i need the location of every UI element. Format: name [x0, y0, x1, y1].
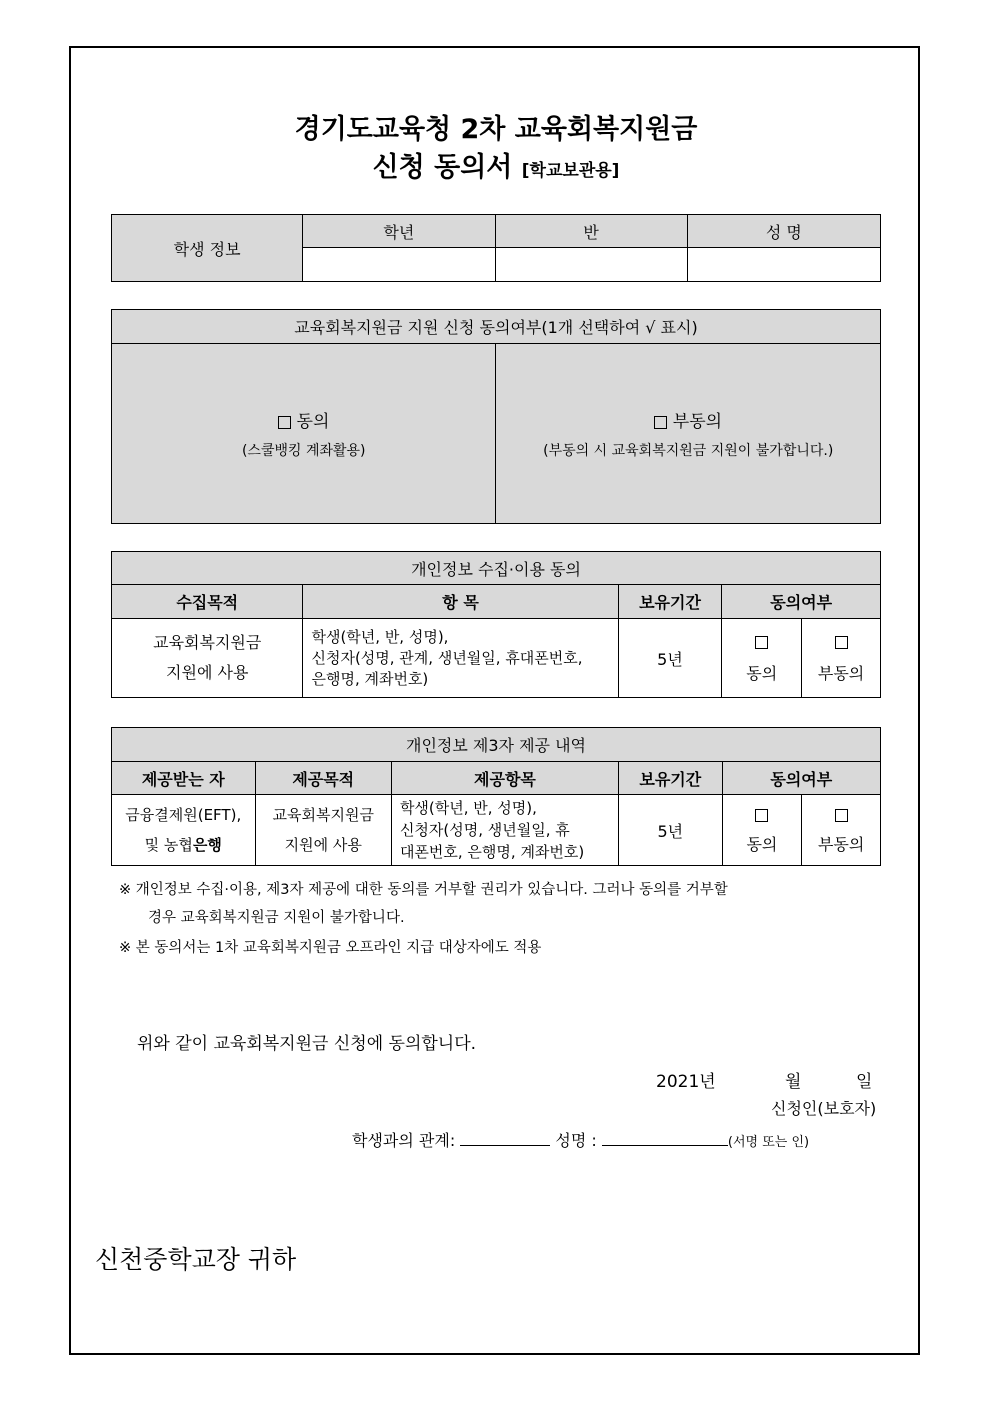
agree-checkbox[interactable]	[278, 416, 291, 429]
third-items-header: 제공항목	[391, 762, 618, 795]
third-purpose-cell	[255, 795, 391, 866]
third-agree-checkbox[interactable]	[755, 809, 768, 822]
collect-agree-cell[interactable]	[722, 619, 802, 698]
third-recipient-cell	[112, 795, 256, 866]
student-info-table	[111, 214, 881, 282]
collect-consent-header: 동의여부	[722, 585, 881, 619]
relation-label: 학생과의 관계:	[352, 1131, 456, 1150]
subtitle-main: 신청 동의서	[372, 152, 513, 183]
third-disagree-cell[interactable]	[802, 795, 881, 866]
subtitle-storage-note: [학교보관용]	[521, 161, 620, 181]
sign-note: (서명 또는 인)	[727, 1135, 810, 1150]
collect-items-cell	[303, 619, 618, 698]
third-purpose-line2: 지원에 사용	[284, 836, 362, 854]
document-title: 경기도교육청 2차 교육회복지원금	[294, 114, 698, 145]
note-1-line2: 경우 교육회복지원금 지원이 불가합니다.	[148, 910, 405, 926]
third-agree-label: 동의	[746, 835, 778, 854]
date-day: 일	[856, 1072, 873, 1092]
addressee: 신천중학교장 귀하	[95, 1245, 297, 1274]
third-purpose-header: 제공목적	[255, 762, 391, 795]
note-2: ※ 본 동의서는 1차 교육회복지원금 오프라인 지급 대상자에도 적용	[119, 940, 542, 956]
class-header: 반	[495, 215, 687, 248]
student-info-label: 학생 정보	[112, 215, 303, 282]
relation-input-line[interactable]	[460, 1129, 550, 1146]
grade-header: 학년	[303, 215, 495, 248]
collect-period-header: 보유기간	[618, 585, 722, 619]
class-input-cell[interactable]	[495, 248, 687, 282]
collect-disagree-cell[interactable]	[802, 619, 881, 698]
consent-header: 교육회복지원금 지원 신청 동의여부(1개 선택하여 √ 표시)	[112, 310, 881, 344]
third-period-cell: 5년	[619, 795, 723, 866]
collect-items-line3: 은행명, 계좌번호)	[311, 669, 429, 688]
third-disagree-checkbox[interactable]	[835, 809, 848, 822]
third-purpose-line1: 교육회복지원금	[272, 806, 374, 824]
date-month: 월	[785, 1072, 802, 1092]
document-subtitle	[0, 145, 992, 184]
statement: 위와 같이 교육회복지원금 신청에 동의합니다.	[137, 1034, 477, 1054]
agree-label: 동의	[296, 412, 330, 432]
grade-input-cell[interactable]	[303, 248, 495, 282]
consent-table	[111, 309, 881, 524]
name-input-line[interactable]	[602, 1129, 728, 1146]
third-consent-header: 동의여부	[722, 762, 880, 795]
collect-items-line1: 학생(학년, 반, 성명),	[311, 627, 449, 646]
applicant-label: 신청인(보호자)	[771, 1099, 877, 1118]
name-label: 성명 :	[555, 1131, 597, 1150]
note-1-line1: ※ 개인정보 수집·이용, 제3자 제공에 대한 동의를 거부할 권리가 있습니다. 그러나 동의를 거부할	[119, 882, 728, 898]
third-recipient-line2-bold: 은행	[192, 836, 222, 854]
collect-agree-checkbox[interactable]	[755, 636, 768, 649]
third-items-line3: 대폰번호, 은행명, 계좌번호)	[399, 843, 585, 861]
collect-purpose-line2: 지원에 사용	[166, 663, 249, 682]
collect-period-cell: 5년	[618, 619, 722, 698]
collect-purpose-line1: 교육회복지원금	[153, 633, 262, 652]
name-input-cell[interactable]	[687, 248, 880, 282]
date-year: 2021년	[656, 1072, 716, 1092]
third-period-header: 보유기간	[619, 762, 723, 795]
collect-disagree-label: 부동의	[817, 664, 865, 683]
consent-disagree-cell[interactable]	[496, 344, 881, 524]
agree-note: (스쿨뱅킹 계좌활용)	[241, 443, 366, 459]
third-recipient-header: 제공받는 자	[112, 762, 256, 795]
collect-purpose-header: 수집목적	[112, 585, 303, 619]
privacy-collect-header: 개인정보 수집·이용 동의	[112, 552, 881, 585]
collect-purpose-cell	[112, 619, 303, 698]
privacy-collect-table	[111, 551, 881, 698]
collect-items-header: 항 목	[303, 585, 618, 619]
third-items-line2: 신청자(성명, 생년월일, 휴	[399, 821, 570, 839]
consent-agree-cell[interactable]	[112, 344, 496, 524]
third-disagree-label: 부동의	[817, 835, 865, 854]
name-header: 성 명	[687, 215, 880, 248]
collect-items-line2: 신청자(성명, 관계, 생년월일, 휴대폰번호,	[311, 648, 583, 667]
privacy-third-table	[111, 727, 881, 866]
third-recipient-line2-pre: 및 농협	[144, 836, 193, 854]
third-agree-cell[interactable]	[722, 795, 802, 866]
collect-agree-label: 동의	[746, 664, 778, 683]
third-items-cell	[391, 795, 618, 866]
disagree-note: (부동의 시 교육회복지원금 지원이 불가합니다.)	[543, 443, 834, 459]
third-items-line1: 학생(학년, 반, 성명),	[399, 799, 537, 817]
third-recipient-line1: 금융결제원(EFT),	[125, 806, 242, 824]
disagree-label: 부동의	[672, 412, 723, 432]
privacy-third-header: 개인정보 제3자 제공 내역	[112, 728, 881, 762]
third-recipient-line2	[112, 830, 255, 860]
collect-disagree-checkbox[interactable]	[835, 636, 848, 649]
signature-row	[352, 1128, 809, 1151]
disagree-checkbox[interactable]	[654, 416, 667, 429]
